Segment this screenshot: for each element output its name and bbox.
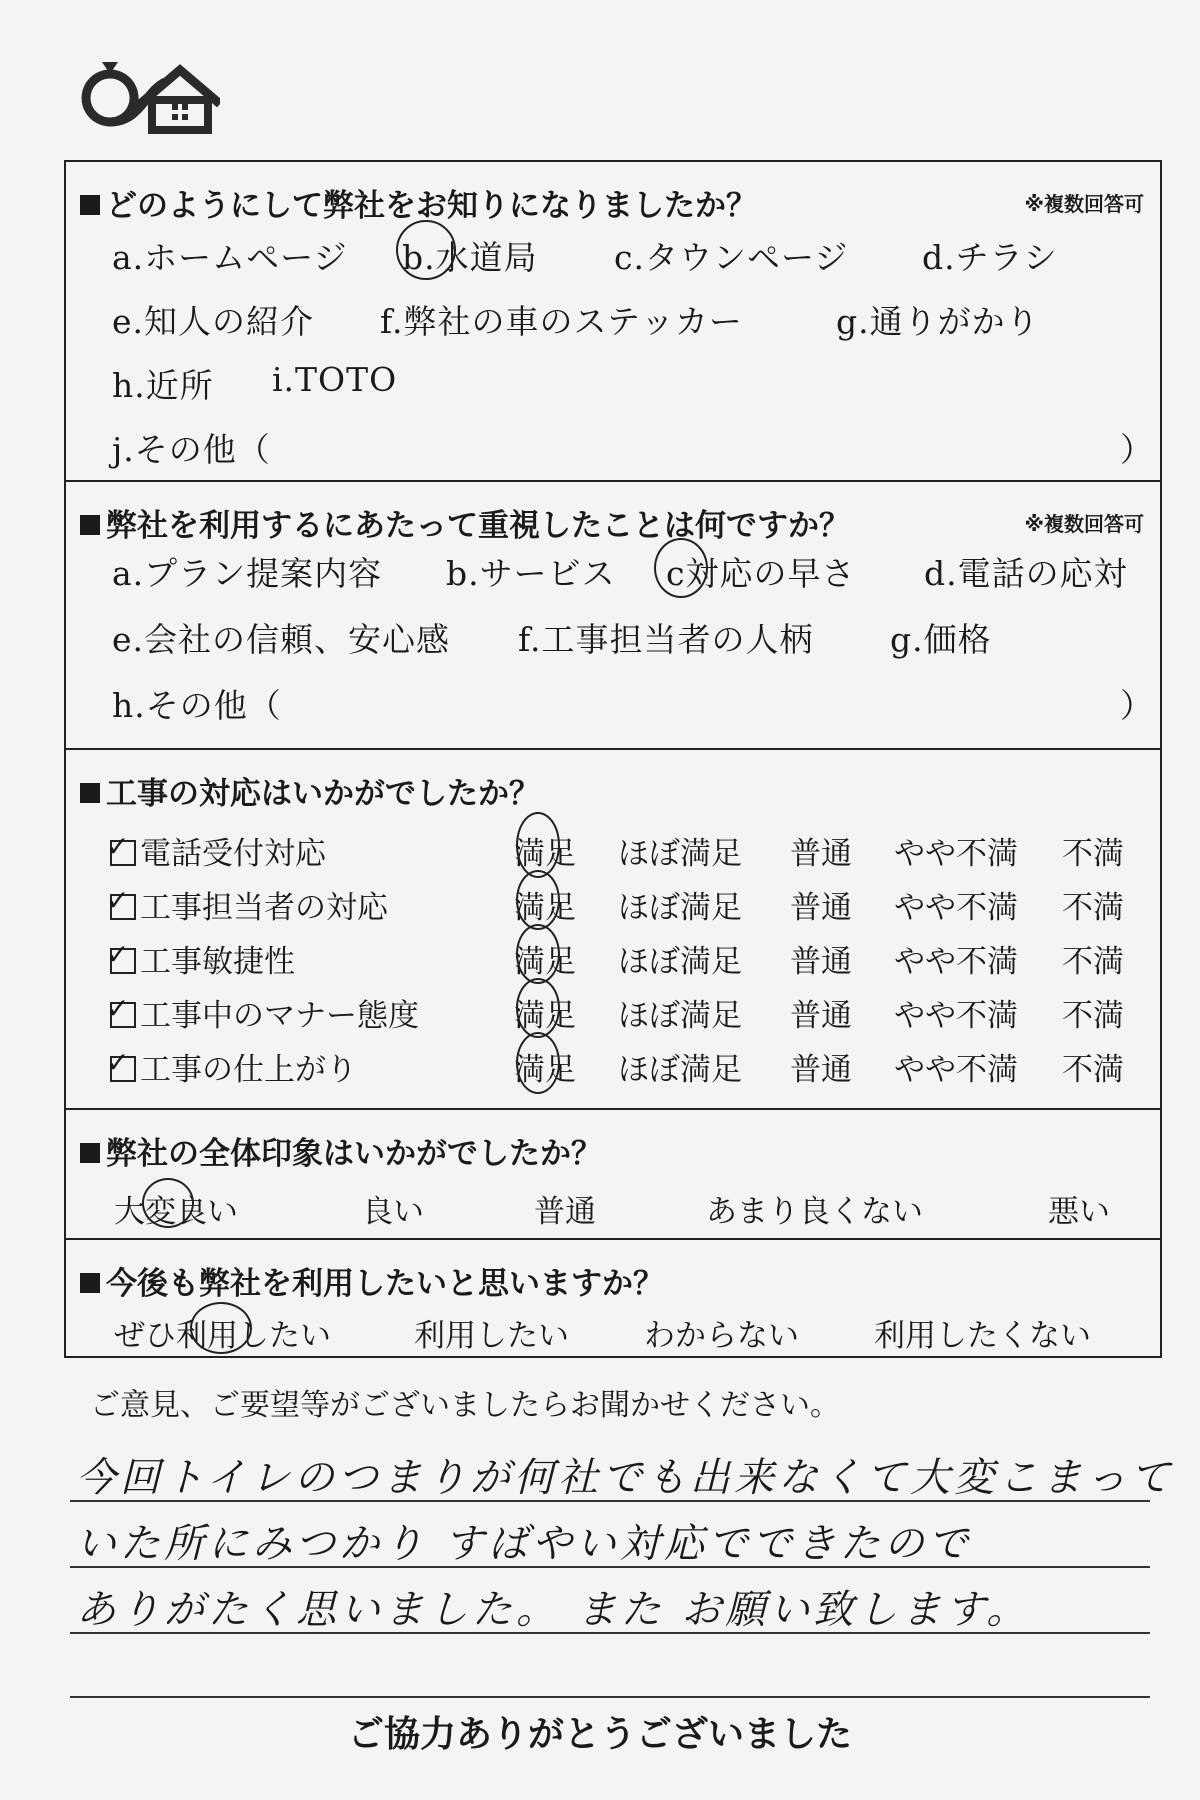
- checkbox-icon[interactable]: [106, 884, 136, 920]
- q3-row-5-dissatisfied[interactable]: 不満: [1062, 1052, 1124, 1088]
- q4-circle-mark: [142, 1178, 194, 1228]
- checkmark-icon: ✓: [106, 992, 130, 1025]
- checkbox-icon[interactable]: [106, 830, 136, 866]
- square-bullet-icon: [80, 783, 100, 803]
- q1-option-i[interactable]: i.TOTO: [272, 360, 398, 399]
- q3-row-5-neutral[interactable]: 普通: [790, 1052, 852, 1088]
- q3-row-1-dissatisfied[interactable]: 不満: [1062, 836, 1124, 872]
- q5-option-yes[interactable]: 利用したい: [414, 1318, 569, 1354]
- q1-title: どのようにして弊社をお知りになりましたか？: [80, 180, 757, 225]
- q3-section: [66, 750, 1160, 1110]
- q3-row-3-label[interactable]: ✓ 工事敏捷性: [106, 938, 295, 980]
- q4-title: 弊社の全体印象はいかがでしたか？: [80, 1128, 602, 1173]
- q1-note: ※複数回答可: [1024, 192, 1144, 216]
- square-bullet-icon: [80, 1143, 100, 1163]
- q4-section: [66, 1110, 1160, 1240]
- q3-row-3-dissatisfied[interactable]: 不満: [1062, 944, 1124, 980]
- q2-section: [66, 482, 1160, 750]
- q3-row-4-slightly-dissatisfied[interactable]: やや不満: [894, 998, 1018, 1034]
- checkbox-icon[interactable]: [106, 1046, 136, 1082]
- q2-option-g[interactable]: g.価格: [890, 620, 992, 659]
- q2-close-paren: ）: [1120, 686, 1153, 725]
- q4-option-neutral[interactable]: 普通: [534, 1194, 596, 1230]
- q3-row-1-mostly-satisfied[interactable]: ほぼ満足: [618, 836, 742, 872]
- q3-row-2-label[interactable]: ✓ 工事担当者の対応: [106, 884, 388, 926]
- comment-line-3: ありがたく思いました。 また お願い致します。: [76, 1587, 1031, 1633]
- q1-option-g[interactable]: g.通りがかり: [836, 302, 1040, 341]
- q3-row-5-mostly-satisfied[interactable]: ほぼ満足: [618, 1052, 742, 1088]
- q3-row-2-slightly-dissatisfied[interactable]: やや不満: [894, 890, 1018, 926]
- company-logo: [70, 52, 220, 152]
- checkmark-icon: ✓: [106, 938, 130, 971]
- q3-row-4-circle-mark: [516, 978, 560, 1038]
- square-bullet-icon: [80, 195, 100, 215]
- q1-option-j[interactable]: j.その他（: [112, 430, 271, 469]
- q3-row-2-satisfied[interactable]: 満足: [514, 890, 576, 926]
- comment-rule-2: [70, 1566, 1150, 1568]
- q2-title: 弊社を利用するにあたって重視したことは何ですか？: [80, 500, 850, 545]
- q3-row-2-dissatisfied[interactable]: 不満: [1062, 890, 1124, 926]
- q3-row-4-dissatisfied[interactable]: 不満: [1062, 998, 1124, 1034]
- q1-option-a[interactable]: a.ホームページ: [112, 238, 348, 277]
- q3-row-4-satisfied[interactable]: 満足: [514, 998, 576, 1034]
- q2-option-c[interactable]: c対応の早さ: [666, 554, 856, 593]
- q3-row-3-mostly-satisfied[interactable]: ほぼ満足: [618, 944, 742, 980]
- q2-c-circle-mark: [654, 538, 708, 598]
- q5-circle-mark: [190, 1302, 252, 1354]
- q3-title: 工事の対応はいかがでしたか？: [80, 768, 540, 813]
- comment-rule-4: [70, 1696, 1150, 1698]
- q3-row-3-satisfied[interactable]: 満足: [514, 944, 576, 980]
- q3-row-5-slightly-dissatisfied[interactable]: やや不満: [894, 1052, 1018, 1088]
- q1-option-e[interactable]: e.知人の紹介: [112, 302, 315, 341]
- q3-row-3-slightly-dissatisfied[interactable]: やや不満: [894, 944, 1018, 980]
- q1-option-c[interactable]: c.タウンページ: [614, 238, 849, 277]
- checkbox-icon[interactable]: [106, 938, 136, 974]
- q3-row-5-label[interactable]: ✓ 工事の仕上がり: [106, 1046, 357, 1088]
- q3-row-1-slightly-dissatisfied[interactable]: やや不満: [894, 836, 1018, 872]
- q3-row-5-satisfied[interactable]: 満足: [514, 1052, 576, 1088]
- comment-rule-3: [70, 1632, 1150, 1634]
- q2-option-h[interactable]: h.その他（: [112, 686, 282, 725]
- thanks-footer: ご協力ありがとうございました: [347, 1714, 852, 1755]
- comment-line-1: 今回トイレのつまりが何社でも出来なくて大変こまって: [76, 1455, 1174, 1501]
- q1-option-f[interactable]: f.弊社の車のステッカー: [380, 302, 743, 341]
- q4-option-very-good[interactable]: 大変良い: [114, 1194, 238, 1230]
- q3-row-3-neutral[interactable]: 普通: [790, 944, 852, 980]
- checkmark-icon: ✓: [106, 1046, 130, 1079]
- q1-close-paren: ）: [1120, 430, 1153, 469]
- q1-option-d[interactable]: d.チラシ: [922, 238, 1058, 277]
- checkbox-icon[interactable]: [106, 992, 136, 1028]
- comment-rule-1: [70, 1500, 1150, 1502]
- q3-row-2-mostly-satisfied[interactable]: ほぼ満足: [618, 890, 742, 926]
- checkmark-icon: ✓: [106, 884, 130, 917]
- comment-line-2: いた所にみつかり すばやい対応でできたので: [76, 1521, 972, 1567]
- q5-option-definitely[interactable]: ぜひ利用したい: [114, 1318, 331, 1354]
- q2-option-d[interactable]: d.電話の応対: [924, 554, 1128, 593]
- q4-option-not-good[interactable]: あまり良くない: [706, 1194, 923, 1230]
- q3-row-2-neutral[interactable]: 普通: [790, 890, 852, 926]
- q5-option-no[interactable]: 利用したくない: [874, 1318, 1091, 1354]
- q5-option-unsure[interactable]: わからない: [644, 1318, 799, 1354]
- q1-option-h[interactable]: h.近所: [112, 366, 214, 405]
- q2-option-b[interactable]: b.サービス: [446, 554, 616, 593]
- q3-row-4-label[interactable]: ✓ 工事中のマナー態度: [106, 992, 419, 1034]
- q3-row-4-neutral[interactable]: 普通: [790, 998, 852, 1034]
- q1-b-circle-mark: [396, 220, 456, 280]
- comments-title: ご意見、ご要望等がございましたらお聞かせください。: [90, 1388, 840, 1423]
- q3-row-1-circle-mark: [516, 812, 560, 878]
- survey-frame: [64, 160, 1162, 1358]
- q3-row-2-circle-mark: [516, 870, 560, 930]
- q3-row-1-neutral[interactable]: 普通: [790, 836, 852, 872]
- q4-option-good[interactable]: 良い: [362, 1194, 424, 1230]
- q4-option-bad[interactable]: 悪い: [1048, 1194, 1110, 1230]
- q5-section: [66, 1240, 1160, 1356]
- q3-row-5-circle-mark: [516, 1032, 560, 1094]
- checkmark-icon: ✓: [106, 830, 130, 863]
- q5-title: 今後も弊社を利用したいと思いますか？: [80, 1258, 664, 1303]
- q2-note: ※複数回答可: [1024, 512, 1144, 536]
- q1-section: [66, 162, 1160, 482]
- q3-row-1-satisfied[interactable]: 満足: [514, 836, 576, 872]
- q3-row-1-label[interactable]: ✓ 電話受付対応: [106, 830, 326, 872]
- q3-row-3-circle-mark: [516, 924, 560, 984]
- square-bullet-icon: [80, 515, 100, 535]
- q2-option-e[interactable]: e.会社の信頼、安心感: [112, 620, 451, 659]
- square-bullet-icon: [80, 1273, 100, 1293]
- q2-option-f[interactable]: f.工事担当者の人柄: [518, 620, 814, 659]
- q2-option-a[interactable]: a.プラン提案内容: [112, 554, 383, 593]
- q3-row-4-mostly-satisfied[interactable]: ほぼ満足: [618, 998, 742, 1034]
- q1-option-b[interactable]: b.水道局: [402, 238, 538, 277]
